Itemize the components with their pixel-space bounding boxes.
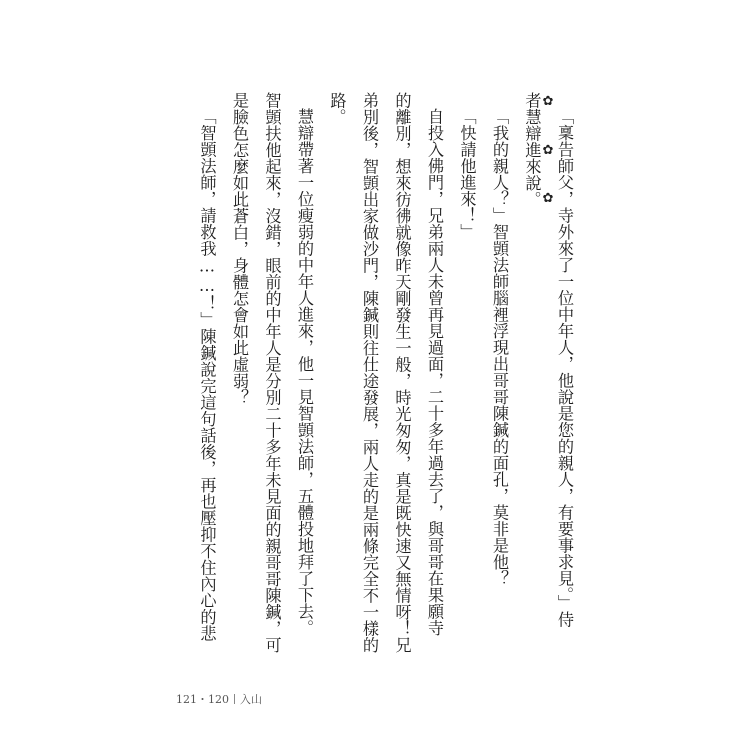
text-line: 「稟告師父，寺外來了一位中年人，他說是您的親人，有要事求見。」侍 (555, 108, 574, 629)
folio-divider (234, 694, 235, 704)
text-line: 路。 (327, 92, 347, 125)
text-line: 慧辯帶著一位瘦弱的中年人進來，他一見智顗法師，五體投地拜了下去。 (295, 108, 314, 637)
flower-ornament-icon: ✿ (542, 191, 554, 206)
text-line: 「快請他進來！」 (457, 108, 477, 241)
text-line: 智顗扶他起來，沒錯，眼前的中年人是分別二十多年未見面的親哥哥陳鍼，可 (262, 92, 282, 653)
text-line: 自投入佛門，兄弟兩人未曾再見過面，二十多年過去了，與哥哥在果願寺 (425, 108, 444, 637)
text-line: 者慧辯進來說。 (522, 92, 542, 208)
flower-ornament-icon: ✿ (542, 94, 554, 109)
text-line: 是臉色怎麼如此蒼白，身體怎會如此虛弱？ (230, 92, 249, 406)
section-title: 入山 (240, 693, 262, 706)
text-line: 弟別後，智顗出家做沙門，陳鍼則往仕途發展，兩人走的是兩條完全不一樣的 (360, 92, 379, 653)
text-line: 的離別，想來彷彿就像昨天剛發生一般，時光匆匆，真是既快速又無情呀！兄 (392, 92, 412, 653)
page-folio (176, 691, 262, 707)
text-line: 「我的親人？」智顗法師腦裡浮現出哥哥陳鍼的面孔，莫非是他？ (490, 108, 509, 587)
flower-ornament-icon: ✿ (542, 142, 554, 158)
vertical-body-text (190, 92, 580, 653)
text-line: 「智顗法師，請救我……！」陳鍼說完這句話後，再也壓抑不住內心的悲 (197, 108, 217, 642)
page-numbers: 121・120 (176, 693, 229, 706)
